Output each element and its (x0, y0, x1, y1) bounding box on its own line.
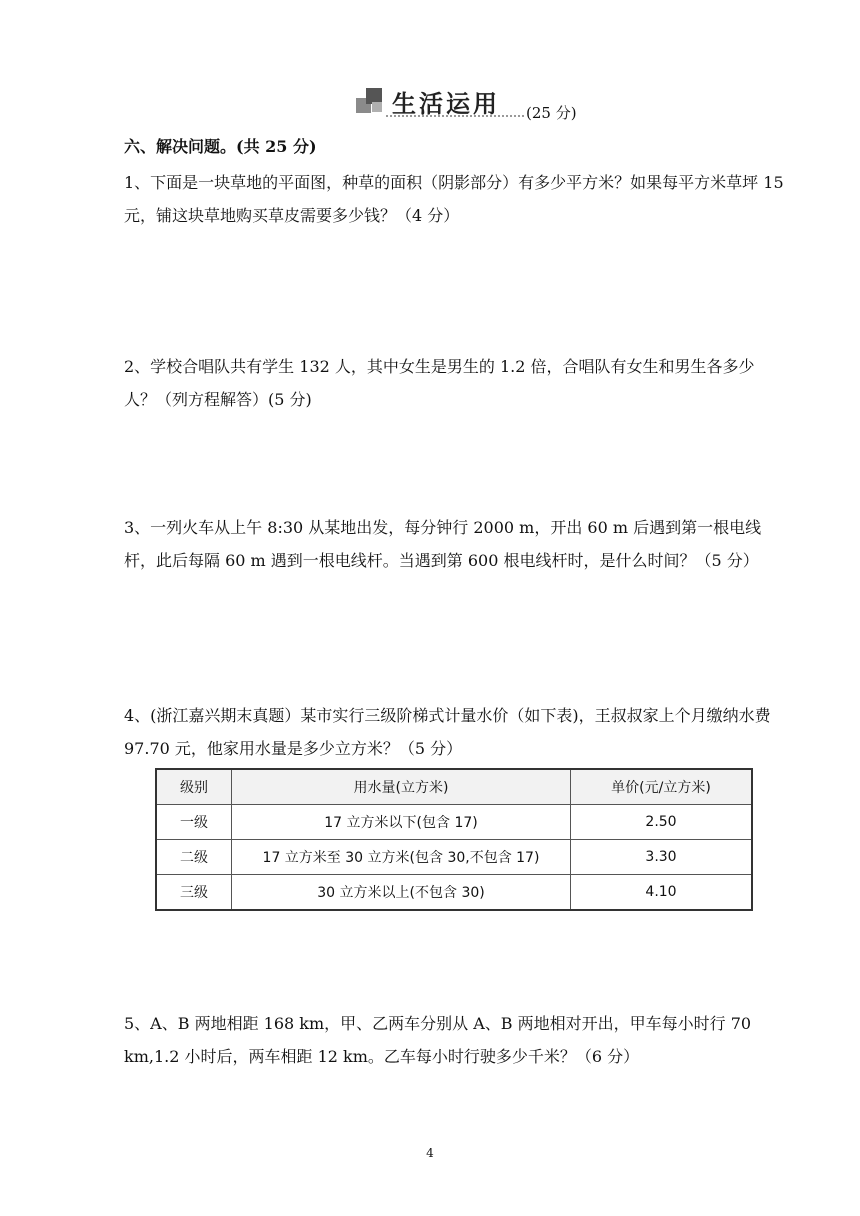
question-2: 2、学校合唱队共有学生 132 人，其中女生是男生的 1.2 倍，合唱队有女生和男生各多少人？（列方程解答）(5 分) (124, 357, 755, 409)
banner-underline (386, 115, 524, 117)
water-price-table (155, 768, 753, 911)
question-4: 4、(浙江嘉兴期末真题）某市实行三级阶梯式计量水价（如下表)，王叔叔家上个月缴纳水费 97.70 元，他家用水量是多少立方米？（5 分） (124, 706, 771, 758)
table-cell: 二级 (156, 840, 232, 875)
table-cell: 4.10 (571, 875, 753, 911)
page-number: 4 (426, 1146, 434, 1160)
banner-score: (25 分) (526, 104, 577, 122)
question-3: 3、一列火车从上午 8:30 从某地出发，每分钟行 2000 m，开出 60 m 后遇到第一根电线杆，此后每隔 60 m 遇到一根电线杆。当遇到第 600 根电线杆时，是什么时间？（5 分） (124, 518, 762, 570)
table-row (156, 805, 752, 840)
table-cell: 三级 (156, 875, 232, 911)
table-cell: 2.50 (571, 805, 753, 840)
table-header-row (156, 769, 752, 805)
table-cell: 17 立方米以下(包含 17) (232, 805, 571, 840)
section-banner (356, 84, 596, 120)
table-cell: 30 立方米以上(不包含 30) (232, 875, 571, 911)
banner-square-icon (372, 102, 382, 112)
table-header-cell: 用水量(立方米) (232, 769, 571, 805)
table-cell: 3.30 (571, 840, 753, 875)
table-row (156, 875, 752, 911)
table-cell: 17 立方米至 30 立方米(包含 30,不包含 17) (232, 840, 571, 875)
banner-title: 生活运用 (392, 90, 500, 118)
table-header-cell: 级别 (156, 769, 232, 805)
question-5: 5、A、B 两地相距 168 km，甲、乙两车分别从 A、B 两地相对开出，甲车每小时行 70 km,1.2 小时后，两车相距 12 km。乙车每小时行驶多少千米？（6 分） (124, 1014, 752, 1066)
section-heading: 六、解决问题。(共 25 分) (124, 137, 317, 156)
question-1: 1、下面是一块草地的平面图，种草的面积（阴影部分）有多少平方米？如果每平方米草坪 15 元，铺这块草地购买草皮需要多少钱？（4 分） (124, 173, 784, 225)
table-header-cell: 单价(元/立方米) (571, 769, 753, 805)
table-cell: 一级 (156, 805, 232, 840)
table-row (156, 840, 752, 875)
